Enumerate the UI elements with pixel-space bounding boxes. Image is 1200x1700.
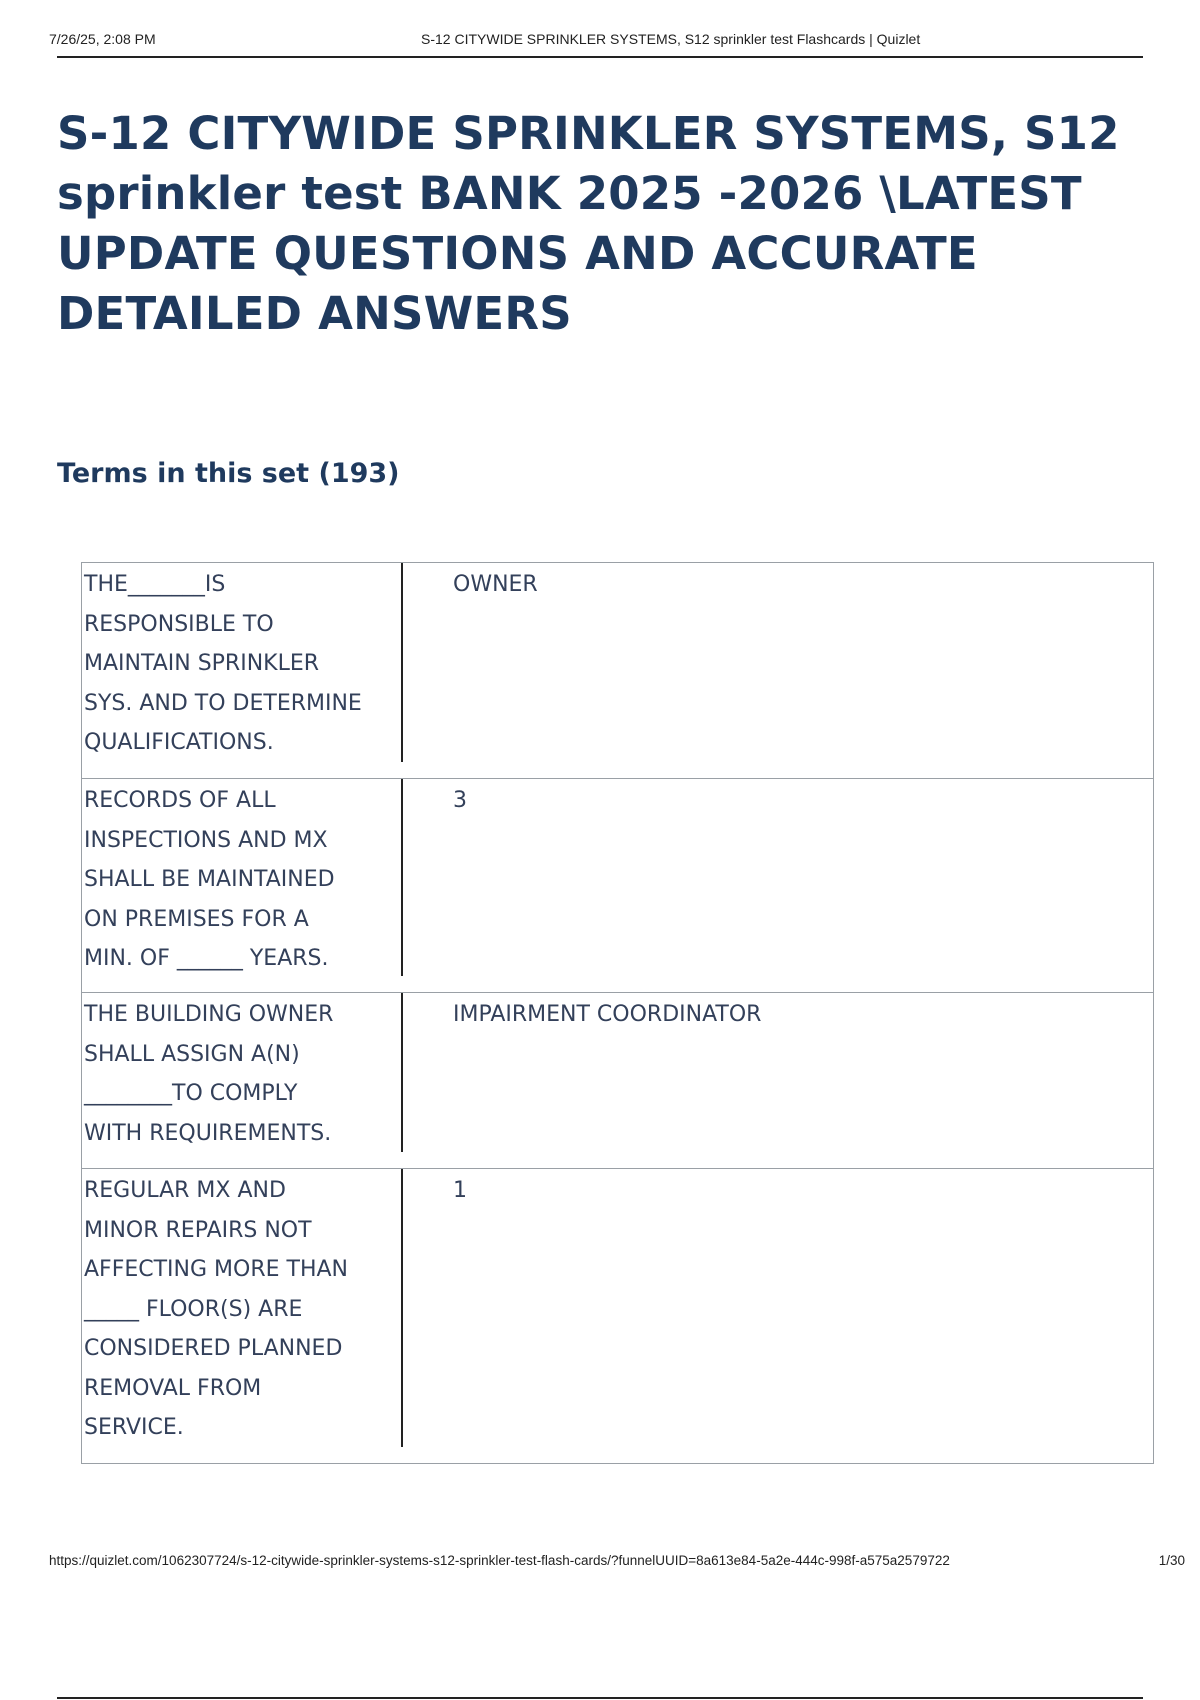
term-cell [82,1169,403,1463]
term-cell [82,779,403,992]
header-divider [57,56,1143,58]
definition-text: OWNER [453,572,538,597]
print-footer [49,1550,1185,1572]
term-text: THE_______IS RESPONSIBLE TO MAINTAIN SPRINKLER SYS. AND TO DETERMINE QUALIFICATIONS. [84,572,362,755]
footer-divider [57,1697,1143,1699]
definition-text: IMPAIRMENT COORDINATOR [453,1002,762,1027]
term-cell [82,993,403,1168]
definition-cell [403,1169,1153,1463]
definition-text: 3 [453,788,467,813]
definition-cell [403,563,1153,778]
definition-cell [403,993,1153,1168]
term-cell [82,563,403,778]
print-url: https://quizlet.com/1062307724/s-12-citywide-sprinkler-systems-s12-sprinkler-test-flash-cards/?funnelUUID=8a613e84-5a2e-444c-998f-a575a2579722 [49,1553,950,1568]
flashcard-row [82,992,1153,1168]
definition-text: 1 [453,1178,467,1203]
set-title: S-12 CITYWIDE SPRINKLER SYSTEMS, S12 sprinkler test BANK 2025 -2026 \LATEST UPDATE QUESTIONS AND ACCURATE DETAILED ANSWERS [57,107,1120,340]
term-text: RECORDS OF ALL INSPECTIONS AND MX SHALL BE MAINTAINED ON PREMISES FOR A MIN. OF ______ YEARS. [84,788,335,971]
flashcard-row [82,778,1153,992]
print-page-number: 1/30 [1158,1553,1185,1568]
flashcard-row [82,563,1153,778]
terms-count-heading: Terms in this set (193) [57,458,400,489]
print-header [49,28,1143,50]
print-timestamp: 7/26/25, 2:08 PM [49,31,156,47]
flashcard-list [81,562,1154,1464]
definition-cell [403,779,1153,992]
flashcard-row [82,1168,1153,1463]
term-text: REGULAR MX AND MINOR REPAIRS NOT AFFECTING MORE THAN _____ FLOOR(S) ARE CONSIDERED PLANNED REMOVAL FROM SERVICE. [84,1178,349,1440]
term-text: THE BUILDING OWNER SHALL ASSIGN A(N) ________TO COMPLY WITH REQUIREMENTS. [84,1002,334,1146]
print-page-title: S-12 CITYWIDE SPRINKLER SYSTEMS, S12 sprinkler test Flashcards | Quizlet [421,31,921,47]
